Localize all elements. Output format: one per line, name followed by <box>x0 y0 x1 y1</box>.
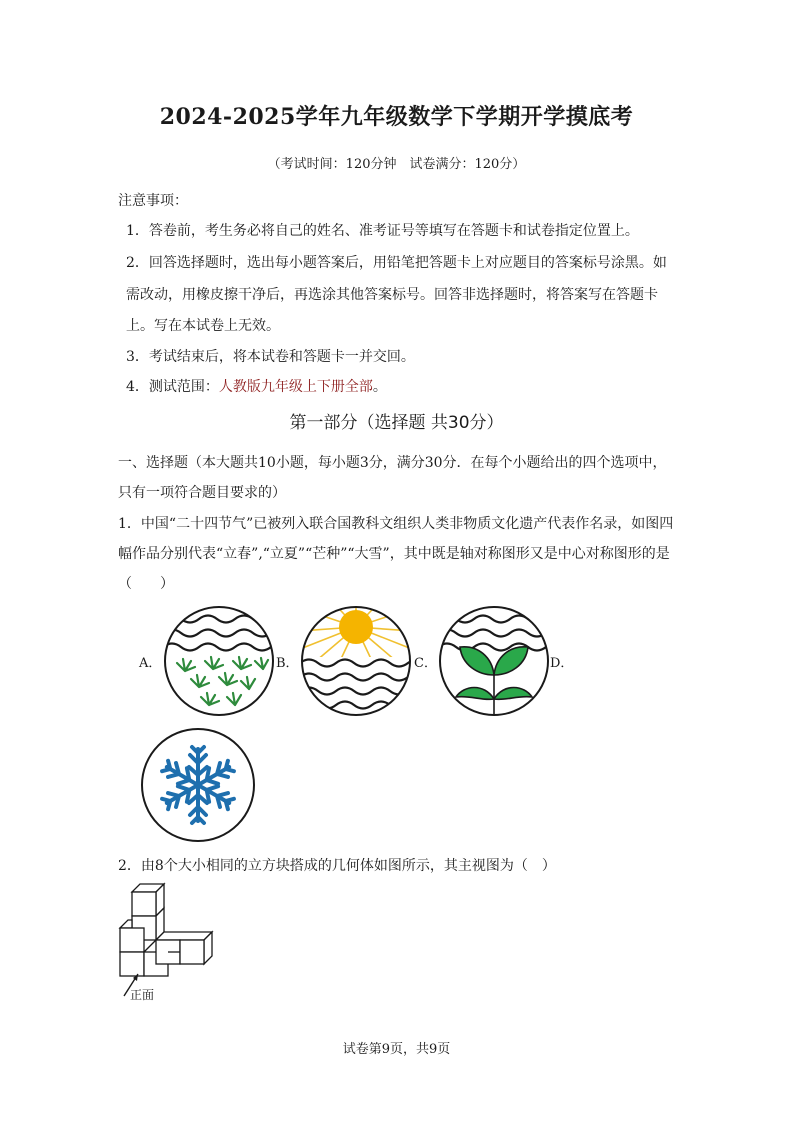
spring-grass-figure <box>163 605 275 717</box>
section-title: 第一部分（选择题 共30分） <box>289 413 504 433</box>
notice-item-1: 1．答卷前，考生务必将自己的姓名、准考证号等填写在答题卡和试卷指定位置上。 <box>126 223 639 239</box>
snowflake-figure <box>140 727 256 843</box>
notice-item-4-suffix: 。 <box>372 379 387 395</box>
q1-option-d-label: D． <box>550 656 574 671</box>
exam-title: 2024-2025学年九年级数学下学期开学摸底考 <box>159 104 634 130</box>
notice-item-4-prefix: 4．测试范围： <box>126 379 219 395</box>
q1-option-b-label: B． <box>276 656 299 671</box>
notice-item-4 <box>126 376 387 396</box>
grain-sprout-figure <box>438 605 550 717</box>
notice-heading: 注意事项： <box>118 193 188 209</box>
notice-item-2-line-1: 2．回答选择题时，选出每小题答案后，用铅笔把答题卡上对应题目的答案标号涂黑。如 <box>126 255 667 271</box>
page-footer: 试卷第9页，共9页 <box>342 1042 451 1057</box>
exam-subtitle: （考试时间：120分钟 试卷满分：120分） <box>267 157 526 172</box>
notice-item-2-line-2: 需改动，用橡皮擦干净后，再选涂其他答案标号。回答非选择题时，将答案写在答题卡 <box>126 287 658 303</box>
test-scope: 人教版九年级上下册全部 <box>218 379 373 395</box>
cube-structure-figure <box>114 878 224 978</box>
q1-text-line-2: 幅作品分别代表“立春”,“立夏”“芒种”“大雪”，其中既是轴对称图形又是中心对称图形的是 <box>118 546 670 562</box>
q1-blank: （ ） <box>118 576 174 592</box>
q1-option-c-label: C． <box>414 656 437 671</box>
notice-item-2-line-3: 上。写在本试卷上无效。 <box>126 318 280 334</box>
q1-option-a-label: A． <box>139 656 162 671</box>
section-desc-line-1: 一、选择题（本大题共10小题，每小题3分，满分30分．在每个小题给出的四个选项中， <box>118 455 667 471</box>
summer-sun-figure <box>300 605 412 717</box>
front-label: 正面 <box>130 988 155 1002</box>
q2-text: 2．由8个大小相同的立方块搭成的几何体如图所示，其主视图为（ ） <box>118 858 556 874</box>
q1-text-line-1: 1．中国“二十四节气”已被列入联合国教科文组织人类非物质文化遗产代表作名录，如图四 <box>118 516 674 532</box>
section-desc-line-2: 只有一项符合题目要求的） <box>118 485 286 501</box>
notice-item-3: 3．考试结束后，将本试卷和答题卡一并交回。 <box>126 349 415 365</box>
